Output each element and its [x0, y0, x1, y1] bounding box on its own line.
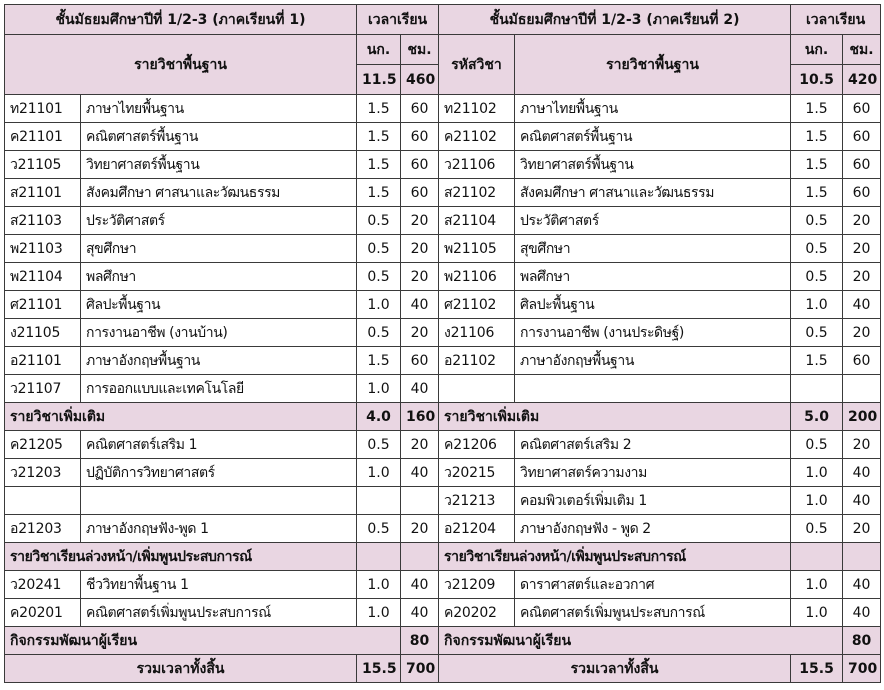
- course-credit: 0.5: [791, 515, 843, 543]
- course-credit: 1.5: [357, 123, 401, 151]
- course-name: คอมพิวเตอร์เพิ่มเติม 1: [515, 487, 791, 515]
- course-name: คณิตศาสตร์พื้นฐาน: [81, 123, 357, 151]
- course-name: ภาษาไทยพื้นฐาน: [515, 95, 791, 123]
- semester-1-time-header: เวลาเรียน: [357, 5, 439, 35]
- course-name: การออกแบบและเทคโนโลยี: [81, 375, 357, 403]
- course-hours: [843, 375, 881, 403]
- semester-2-activity-hours: 80: [843, 627, 881, 655]
- semester-1-extra-hour-total: 160: [401, 403, 439, 431]
- semester-1-unit-header: นก.: [357, 35, 401, 65]
- course-code: ศ21102: [439, 291, 515, 319]
- semester-2-hour-header: ชม.: [843, 35, 881, 65]
- course-code: ค21205: [5, 431, 81, 459]
- course-hours: 60: [843, 151, 881, 179]
- course-row: [5, 123, 881, 151]
- course-name: คณิตศาสตร์เพิ่มพูนประสบการณ์: [81, 599, 357, 627]
- course-credit: [791, 375, 843, 403]
- course-hours: 60: [843, 95, 881, 123]
- course-hours: 20: [843, 431, 881, 459]
- course-name: [515, 375, 791, 403]
- course-credit: 1.5: [357, 95, 401, 123]
- course-row: [5, 515, 881, 543]
- course-code: ส21101: [5, 179, 81, 207]
- course-code: ว21209: [439, 571, 515, 599]
- semester-2-activity-label: กิจกรรมพัฒนาผู้เรียน: [439, 627, 843, 655]
- course-hours: 20: [401, 235, 439, 263]
- semester-2-basic-credit-total: 10.5: [791, 65, 843, 95]
- course-name: ศิลปะพื้นฐาน: [515, 291, 791, 319]
- course-credit: 0.5: [357, 431, 401, 459]
- advanced-header-row: [5, 543, 881, 571]
- course-credit: 1.0: [357, 375, 401, 403]
- course-hours: 20: [401, 207, 439, 235]
- activity-row: [5, 627, 881, 655]
- semester-1-basic-hour-total: 460: [401, 65, 439, 95]
- semester-1-activity-hours: 80: [401, 627, 439, 655]
- course-row: [5, 431, 881, 459]
- course-row: [5, 151, 881, 179]
- course-name: ชีววิทยาพื้นฐาน 1: [81, 571, 357, 599]
- course-hours: 60: [401, 95, 439, 123]
- course-name: ภาษาอังกฤษพื้นฐาน: [81, 347, 357, 375]
- semester-1-activity-label: กิจกรรมพัฒนาผู้เรียน: [5, 627, 401, 655]
- semester-2-code-header: รหัสวิชา: [439, 35, 515, 95]
- semester-1-advanced-credit-blank: [357, 543, 401, 571]
- semester-2-total-label: รวมเวลาทั้งสิ้น: [439, 655, 791, 683]
- course-hours: 20: [401, 431, 439, 459]
- course-code: ค21102: [439, 123, 515, 151]
- course-hours: 60: [401, 123, 439, 151]
- course-name: ภาษาอังกฤษฟัง - พูด 2: [515, 515, 791, 543]
- semester-2-basic-header: รายวิชาพื้นฐาน: [515, 35, 791, 95]
- course-row: [5, 95, 881, 123]
- course-row: [5, 179, 881, 207]
- course-row: [5, 571, 881, 599]
- course-code: ว21213: [439, 487, 515, 515]
- course-row: [5, 235, 881, 263]
- course-code: [439, 375, 515, 403]
- course-row: [5, 207, 881, 235]
- course-code: ว21105: [5, 151, 81, 179]
- course-name: พลศึกษา: [515, 263, 791, 291]
- course-credit: 1.0: [791, 459, 843, 487]
- course-credit: 0.5: [791, 319, 843, 347]
- course-credit: 0.5: [791, 263, 843, 291]
- course-name: ประวัติศาสตร์: [515, 207, 791, 235]
- course-credit: 1.5: [357, 347, 401, 375]
- course-name: สังคมศึกษา ศาสนาและวัฒนธรรม: [81, 179, 357, 207]
- course-code: ว21106: [439, 151, 515, 179]
- course-name: ศิลปะพื้นฐาน: [81, 291, 357, 319]
- semester-2-title: ชั้นมัธยมศึกษาปีที่ 1/2-3 (ภาคเรียนที่ 2): [439, 5, 791, 35]
- course-hours: 20: [401, 263, 439, 291]
- course-name: การงานอาชีพ (งานบ้าน): [81, 319, 357, 347]
- course-hours: 60: [843, 179, 881, 207]
- semester-1-basic-credit-total: 11.5: [357, 65, 401, 95]
- course-code: ง21106: [439, 319, 515, 347]
- course-credit: 0.5: [791, 431, 843, 459]
- course-name: คณิตศาสตร์พื้นฐาน: [515, 123, 791, 151]
- curriculum-table: [4, 4, 881, 683]
- course-hours: 40: [401, 599, 439, 627]
- semester-1-hour-header: ชม.: [401, 35, 439, 65]
- course-code: ส21102: [439, 179, 515, 207]
- course-hours: 20: [401, 515, 439, 543]
- course-row: [5, 263, 881, 291]
- course-code: ว21203: [5, 459, 81, 487]
- semester-2-advanced-header: รายวิชาเรียนล่วงหน้า/เพิ่มพูนประสบการณ์: [439, 543, 791, 571]
- course-credit: 1.0: [791, 599, 843, 627]
- course-hours: 40: [843, 459, 881, 487]
- course-name: สังคมศึกษา ศาสนาและวัฒนธรรม: [515, 179, 791, 207]
- course-hours: 40: [843, 291, 881, 319]
- semester-1-extra-header: รายวิชาเพิ่มเติม: [5, 403, 357, 431]
- course-credit: 1.0: [791, 571, 843, 599]
- semester-1-basic-header: รายวิชาพื้นฐาน: [5, 35, 357, 95]
- course-hours: 40: [401, 571, 439, 599]
- course-name: ประวัติศาสตร์: [81, 207, 357, 235]
- course-credit: 1.5: [357, 179, 401, 207]
- course-hours: 20: [843, 207, 881, 235]
- semester-2-extra-hour-total: 200: [843, 403, 881, 431]
- course-name: ภาษาอังกฤษพื้นฐาน: [515, 347, 791, 375]
- course-hours: 60: [843, 347, 881, 375]
- course-row: [5, 319, 881, 347]
- course-row: [5, 487, 881, 515]
- semester-2-total-credit: 15.5: [791, 655, 843, 683]
- course-hours: 40: [401, 459, 439, 487]
- course-credit: 1.5: [791, 123, 843, 151]
- course-row: [5, 347, 881, 375]
- course-credit: 0.5: [357, 235, 401, 263]
- semester-1-title: ชั้นมัธยมศึกษาปีที่ 1/2-3 (ภาคเรียนที่ 1): [5, 5, 357, 35]
- course-code: ค20201: [5, 599, 81, 627]
- course-credit: 1.5: [791, 347, 843, 375]
- course-code: ว21107: [5, 375, 81, 403]
- course-code: ว20215: [439, 459, 515, 487]
- course-credit: 0.5: [791, 207, 843, 235]
- course-name: คณิตศาสตร์เสริม 1: [81, 431, 357, 459]
- course-code: พ21106: [439, 263, 515, 291]
- semester-2-advanced-hour-blank: [843, 543, 881, 571]
- course-name: ภาษาไทยพื้นฐาน: [81, 95, 357, 123]
- course-name: การงานอาชีพ (งานประดิษฐ์): [515, 319, 791, 347]
- course-row: [5, 459, 881, 487]
- course-code: ส21104: [439, 207, 515, 235]
- unit-header-row: [5, 35, 881, 65]
- semester-2-extra-credit-total: 5.0: [791, 403, 843, 431]
- semester-2-unit-header: นก.: [791, 35, 843, 65]
- course-name: วิทยาศาสตร์ความงาม: [515, 459, 791, 487]
- course-hours: 20: [843, 515, 881, 543]
- course-credit: 1.0: [357, 571, 401, 599]
- extra-header-row: [5, 403, 881, 431]
- course-name: สุขศึกษา: [515, 235, 791, 263]
- semester-1-total-hours: 700: [401, 655, 439, 683]
- semester-2-basic-hour-total: 420: [843, 65, 881, 95]
- course-credit: 0.5: [357, 263, 401, 291]
- course-code: [5, 487, 81, 515]
- course-credit: 0.5: [357, 207, 401, 235]
- course-code: อ21203: [5, 515, 81, 543]
- course-hours: 40: [401, 291, 439, 319]
- course-name: วิทยาศาสตร์พื้นฐาน: [81, 151, 357, 179]
- course-name: ดาราศาสตร์และอวกาศ: [515, 571, 791, 599]
- course-credit: 1.5: [791, 151, 843, 179]
- course-code: พ21103: [5, 235, 81, 263]
- course-name: พลศึกษา: [81, 263, 357, 291]
- course-code: ค20202: [439, 599, 515, 627]
- course-hours: 40: [843, 599, 881, 627]
- course-credit: 1.0: [357, 459, 401, 487]
- course-credit: 0.5: [357, 319, 401, 347]
- course-code: ศ21101: [5, 291, 81, 319]
- semester-2-extra-header: รายวิชาเพิ่มเติม: [439, 403, 791, 431]
- semester-1-advanced-hour-blank: [401, 543, 439, 571]
- course-name: สุขศึกษา: [81, 235, 357, 263]
- course-name: วิทยาศาสตร์พื้นฐาน: [515, 151, 791, 179]
- course-name: ปฏิบัติการวิทยาศาสตร์: [81, 459, 357, 487]
- semester-2-advanced-credit-blank: [791, 543, 843, 571]
- course-row: [5, 599, 881, 627]
- semester-2-time-header: เวลาเรียน: [791, 5, 881, 35]
- course-credit: 1.5: [791, 179, 843, 207]
- course-name: คณิตศาสตร์เพิ่มพูนประสบการณ์: [515, 599, 791, 627]
- course-hours: 60: [843, 123, 881, 151]
- course-hours: 20: [843, 263, 881, 291]
- course-credit: 1.0: [357, 291, 401, 319]
- title-row: [5, 5, 881, 35]
- course-credit: [357, 487, 401, 515]
- course-code: ค21206: [439, 431, 515, 459]
- course-credit: 0.5: [791, 235, 843, 263]
- course-hours: 40: [843, 571, 881, 599]
- course-credit: 1.5: [357, 151, 401, 179]
- course-credit: 1.0: [357, 599, 401, 627]
- course-code: ท21101: [5, 95, 81, 123]
- semester-1-total-credit: 15.5: [357, 655, 401, 683]
- course-code: ท21102: [439, 95, 515, 123]
- course-code: ว20241: [5, 571, 81, 599]
- semester-2-total-hours: 700: [843, 655, 881, 683]
- course-credit: 1.0: [791, 291, 843, 319]
- course-hours: 60: [401, 151, 439, 179]
- course-hours: [401, 487, 439, 515]
- course-code: อ21204: [439, 515, 515, 543]
- course-hours: 40: [401, 375, 439, 403]
- course-code: ค21101: [5, 123, 81, 151]
- course-hours: 40: [843, 487, 881, 515]
- course-name: [81, 487, 357, 515]
- semester-1-total-label: รวมเวลาทั้งสิ้น: [5, 655, 357, 683]
- course-code: อ21102: [439, 347, 515, 375]
- course-code: อ21101: [5, 347, 81, 375]
- course-name: ภาษาอังกฤษฟัง-พูด 1: [81, 515, 357, 543]
- semester-1-advanced-header: รายวิชาเรียนล่วงหน้า/เพิ่มพูนประสบการณ์: [5, 543, 357, 571]
- course-credit: 0.5: [357, 515, 401, 543]
- course-hours: 20: [843, 319, 881, 347]
- course-hours: 60: [401, 347, 439, 375]
- course-credit: 1.5: [791, 95, 843, 123]
- course-hours: 20: [843, 235, 881, 263]
- total-row: [5, 655, 881, 683]
- course-credit: 1.0: [791, 487, 843, 515]
- course-code: ง21105: [5, 319, 81, 347]
- course-hours: 20: [401, 319, 439, 347]
- course-name: คณิตศาสตร์เสริม 2: [515, 431, 791, 459]
- semester-1-extra-credit-total: 4.0: [357, 403, 401, 431]
- course-row: [5, 291, 881, 319]
- course-code: พ21104: [5, 263, 81, 291]
- course-code: พ21105: [439, 235, 515, 263]
- course-code: ส21103: [5, 207, 81, 235]
- course-hours: 60: [401, 179, 439, 207]
- course-row: [5, 375, 881, 403]
